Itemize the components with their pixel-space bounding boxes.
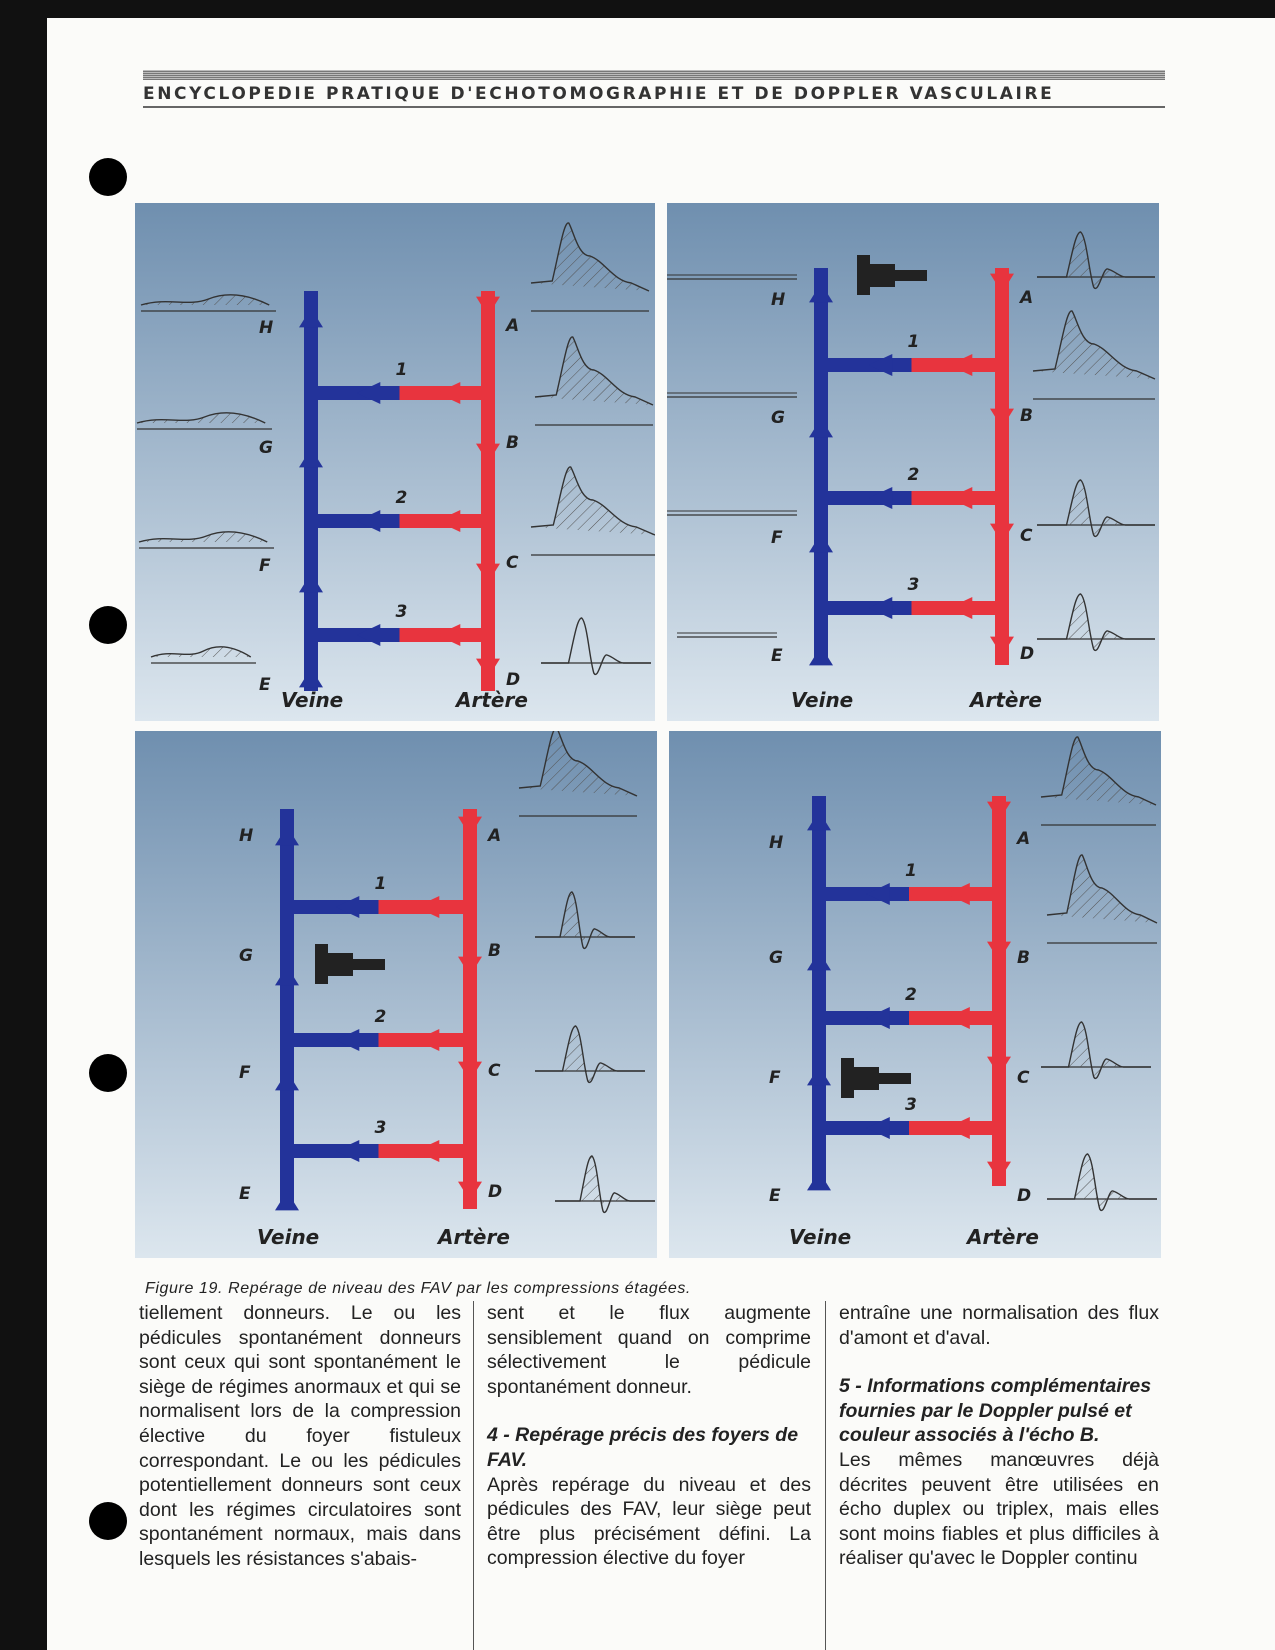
branch-label: 1	[395, 360, 408, 380]
artery-level-label: A	[1020, 288, 1034, 308]
branch-venous	[819, 887, 909, 901]
artery-level-label: D	[506, 670, 521, 690]
branch-venous	[287, 1033, 379, 1047]
binder-hole	[89, 1502, 127, 1540]
column-divider	[825, 1301, 826, 1650]
vein-level-label: F	[769, 1068, 781, 1088]
vein-label: Veine	[789, 1225, 852, 1249]
binder-hole	[89, 158, 127, 196]
section-heading: 5 - Informations complémentaires fournies par le Doppler pulsé et couleur associés à l'écho B.	[839, 1375, 1152, 1447]
branch-label: 1	[907, 332, 920, 352]
vein-level-label: G	[239, 946, 253, 966]
vein-level-label: E	[239, 1184, 251, 1204]
vein-level-label: F	[771, 528, 783, 548]
artery-level-label: C	[506, 553, 519, 573]
text-column-1	[139, 1301, 461, 1572]
artery-level-label: C	[488, 1061, 501, 1081]
branch-venous	[311, 386, 400, 400]
vein-label: Veine	[257, 1225, 320, 1249]
branch-label: 2	[374, 1007, 387, 1027]
artery-level-label: B	[506, 433, 519, 453]
branch-venous	[821, 358, 912, 372]
branch-venous	[821, 491, 912, 505]
branch-label: 3	[907, 575, 920, 595]
branch-label: 3	[395, 602, 408, 622]
branch-venous	[287, 900, 379, 914]
figure-svg	[135, 203, 655, 721]
header-bar	[143, 70, 1165, 80]
artery-level-label: B	[488, 941, 501, 961]
figure-svg	[667, 203, 1159, 721]
binder-hole	[89, 1054, 127, 1092]
artery-level-label: B	[1017, 948, 1030, 968]
figure-svg	[669, 731, 1161, 1258]
vein-label: Veine	[791, 688, 854, 712]
paragraph: Après repérage du niveau et des pédicules des FAV, leur siège peut être plus précisément défini. La compression élective du foyer	[487, 1473, 811, 1570]
artery-label: Artère	[970, 688, 1042, 712]
paragraph: sent et le flux augmente sensiblement quand on comprime sélectivement le pédicule spontanément donneur.	[487, 1302, 811, 1398]
artery-level-label: A	[1017, 829, 1031, 849]
probe-head	[870, 264, 895, 287]
figure-svg	[135, 731, 657, 1258]
column-divider	[473, 1301, 474, 1650]
artery-level-label: B	[1020, 406, 1033, 426]
paragraph: Les mêmes manœuvres déjà décrites peuvent être utilisées en écho duplex ou triplex, mais elles sont moins fiables et plus difficiles à réaliser qu'avec le Doppler continu	[839, 1448, 1159, 1570]
vein-level-label: G	[259, 438, 273, 458]
paragraph: tiellement donneurs. Le ou les pédicules spontanément donneurs sont ceux qui sont spontanément le siège de régimes anormaux et qui se normalisent lors de la compression élective du foyer fistuleux correspondant. Le ou les pédicules potentiellement donneurs sont ceux dont les régimes circulatoires sont spontanément normaux, mais dans lesquels les résistances s'abais-	[139, 1302, 461, 1570]
vein-level-label: G	[771, 408, 785, 428]
binder-hole	[89, 606, 127, 644]
artery-label: Artère	[438, 1225, 510, 1249]
artery-label: Artère	[967, 1225, 1039, 1249]
branch-label: 2	[905, 985, 917, 1005]
figure-panel-bottom-right	[669, 731, 1161, 1258]
artery-level-label: D	[1017, 1186, 1032, 1206]
branch-venous	[287, 1144, 379, 1158]
vein-level-label: E	[771, 646, 783, 666]
figure-panel-top-left	[135, 203, 655, 721]
branch-label: 3	[374, 1118, 387, 1138]
text-column-3	[839, 1301, 1159, 1571]
branch-venous	[821, 601, 912, 615]
running-header	[143, 70, 1165, 108]
text-column-2	[487, 1301, 811, 1571]
artery-level-label: A	[506, 316, 520, 336]
vein-level-label: F	[259, 556, 271, 576]
vein-level-label: E	[259, 675, 271, 695]
figure-caption: Figure 19. Repérage de niveau des FAV par les compressions étagées.	[145, 1280, 691, 1297]
vein-level-label: H	[259, 318, 274, 338]
header-title: ENCYCLOPEDIE PRATIQUE D'ECHOTOMOGRAPHIE ET DE DOPPLER VASCULAIRE	[143, 84, 1055, 104]
branch-label: 1	[905, 861, 917, 881]
header-rule	[143, 106, 1165, 108]
figure-panel-bottom-left	[135, 731, 657, 1258]
branch-venous	[311, 628, 400, 642]
vein-level-label: E	[769, 1186, 781, 1206]
vein-level-label: G	[769, 948, 783, 968]
artery-level-label: C	[1017, 1068, 1030, 1088]
panel-background	[135, 731, 657, 1258]
figure-panel-top-right	[667, 203, 1159, 721]
branch-label: 2	[907, 465, 920, 485]
branch-label: 3	[905, 1095, 917, 1115]
artery-label: Artère	[456, 688, 528, 712]
branch-venous	[311, 514, 400, 528]
artery-level-label: D	[1020, 644, 1035, 664]
branch-venous	[819, 1121, 909, 1135]
paragraph: entraîne une normalisation des flux d'amont et d'aval.	[839, 1302, 1159, 1349]
section-heading: 4 - Repérage précis des foyers de FAV.	[487, 1424, 799, 1471]
artery-level-label: A	[488, 826, 502, 846]
vein-level-label: H	[769, 833, 784, 853]
vein-label: Veine	[281, 688, 344, 712]
probe-head	[328, 953, 353, 976]
vein-level-label: H	[239, 826, 254, 846]
vein-level-label: F	[239, 1063, 251, 1083]
vein-level-label: H	[771, 290, 786, 310]
artery-level-label: D	[488, 1182, 503, 1202]
probe-head	[854, 1067, 879, 1090]
branch-label: 2	[395, 488, 408, 508]
page	[47, 18, 1275, 1650]
branch-venous	[819, 1011, 909, 1025]
artery-level-label: C	[1020, 526, 1033, 546]
branch-label: 1	[374, 874, 387, 894]
